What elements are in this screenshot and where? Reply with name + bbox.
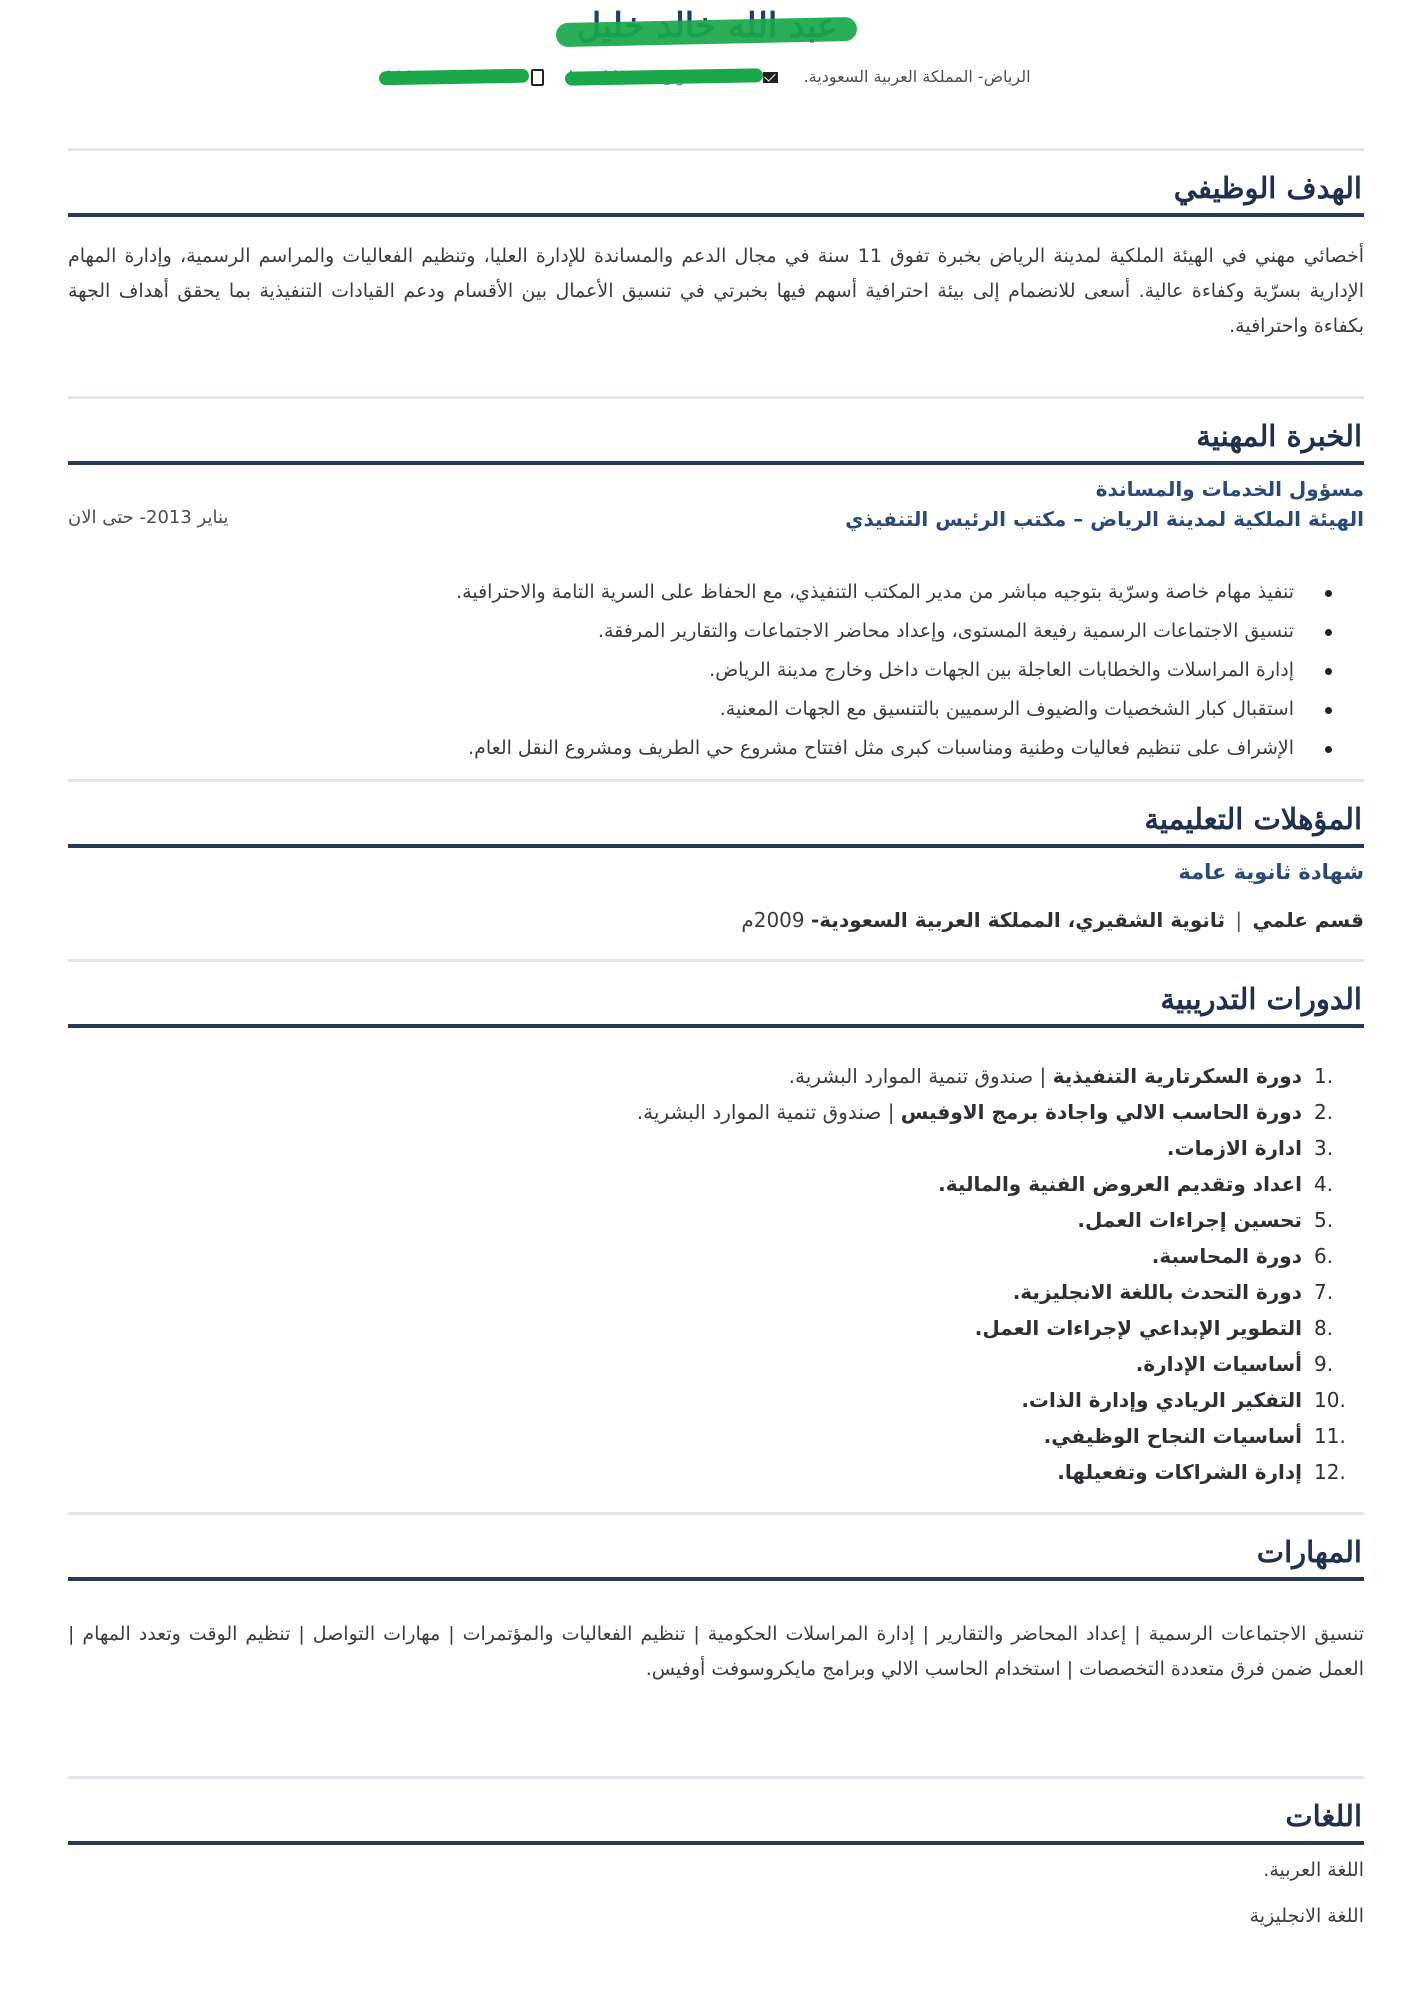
section-underline	[68, 1841, 1364, 1845]
list-item: .2 دورة الحاسب الالي واجادة برمج الاوفيس | صندوق تنمية الموارد البشرية.	[636, 1100, 1334, 1124]
section-underline	[68, 844, 1364, 848]
section-title: الدورات التدريبية	[1160, 982, 1362, 1016]
divider	[68, 148, 1364, 151]
phone-group	[383, 67, 543, 86]
section-education	[68, 779, 1364, 932]
job-dates: يناير 2013- حتى الان	[68, 507, 229, 528]
list-item: .9 أساسيات الإدارة.	[1135, 1352, 1334, 1376]
envelope-icon	[763, 72, 778, 83]
section-title: اللغات	[1285, 1799, 1362, 1833]
job-title: مسؤول الخدمات والمساندة	[1095, 477, 1364, 501]
courses-list	[68, 1058, 1364, 1490]
email-text	[569, 67, 759, 86]
divider	[68, 1512, 1364, 1515]
list-item: .11 أساسيات النجاح الوظيفي.	[1043, 1424, 1346, 1448]
section-title: الهدف الوظيفي	[1173, 171, 1362, 205]
redaction-mark	[379, 69, 529, 86]
list-item: إدارة المراسلات والخطابات العاجلة بين الجهات داخل وخارج مدينة الرياض.	[68, 651, 1294, 690]
list-item: .5 تحسين إجراءات العمل.	[1077, 1208, 1334, 1232]
section-title: المؤهلات التعليمية	[1144, 802, 1362, 836]
section-underline	[68, 213, 1364, 217]
skills-text: تنسيق الاجتماعات الرسمية | إعداد المحاضر والتقارير | إدارة المراسلات الحكومية | تنظيم الفعاليات والمؤتمرات | مهارات التواصل | تنظيم الوقت وتعدد المهام | العمل ضمن فرق متعددة التخصصات | استخدام الحاسب الالي وبرامج مايكروسوفت أوفيس.	[68, 1623, 1364, 1680]
list-item: تنفيذ مهام خاصة وسرّية بتوجيه مباشر من مدير المكتب التنفيذي، مع الحفاظ على السرية التامة والاحترافية.	[68, 573, 1294, 612]
section-underline	[68, 1577, 1364, 1581]
divider	[68, 1776, 1364, 1779]
list-item: .4 اعداد وتقديم العروض الفنية والمالية.	[938, 1172, 1334, 1196]
school-name: ثانوية الشقيري، المملكة العربية السعودية-	[811, 908, 1225, 932]
section-languages	[68, 1776, 1364, 1927]
divider	[68, 959, 1364, 962]
section-underline	[68, 1024, 1364, 1028]
duties-list	[68, 573, 1364, 768]
divider	[68, 396, 1364, 399]
education-track: قسم علمي	[1252, 908, 1364, 932]
job-organization: الهيئة الملكية لمدينة الرياض – مكتب الرئيس التنفيذي	[845, 507, 1364, 531]
degree-title: شهادة ثانوية عامة	[1178, 860, 1364, 884]
section-title: الخبرة المهنية	[1196, 419, 1362, 453]
list-item: .1 دورة السكرتارية التنفيذية | صندوق تنمية الموارد البشرية.	[788, 1064, 1334, 1088]
job-entry	[68, 477, 1364, 535]
section-skills	[68, 1512, 1364, 1687]
candidate-name	[576, 6, 837, 46]
resume-header	[0, 6, 1414, 46]
list-item: .7 دورة التحدث باللغة الانجليزية.	[1012, 1280, 1334, 1304]
list-item: .8 التطوير الإبداعي لإجراءات العمل.	[974, 1316, 1334, 1340]
section-title: المهارات	[1256, 1535, 1362, 1569]
section-experience	[68, 396, 1364, 768]
objective-text: أخصائي مهني في الهيئة الملكية لمدينة الرياض بخبرة تفوق 11 سنة في مجال الدعم والمساندة للإدارة العليا، وتنظيم الفعاليات والمراسم الرسمية، وإدارة المهام الإدارية بسرّية وكفاءة عالية. أسعى للانضمام إلى بيئة احترافية أسهم فيها بخبرتي في تنسيق الأعمال بين الأقسام ودعم القيادات التنفيذية بما يحقق أهداف الجهة بكفاءة واحترافية.	[68, 245, 1364, 337]
section-courses	[68, 959, 1364, 1490]
section-underline	[68, 461, 1364, 465]
contact-line	[0, 66, 1414, 86]
language-item: اللغة العربية.	[1263, 1859, 1364, 1881]
phone-text	[383, 67, 525, 86]
divider	[68, 779, 1364, 782]
list-item: الإشراف على تنظيم فعاليات وطنية ومناسبات كبرى مثل افتتاح مشروع حي الطريف ومشروع النقل العام.	[68, 729, 1294, 768]
list-item: استقبال كبار الشخصيات والضيوف الرسميين بالتنسيق مع الجهات المعنية.	[68, 690, 1294, 729]
list-item: .6 دورة المحاسبة.	[1151, 1244, 1334, 1268]
language-item: اللغة الانجليزية	[1249, 1905, 1364, 1927]
education-details	[68, 908, 1364, 932]
graduation-year: 2009م	[741, 908, 805, 932]
location-text: الرياض- المملكة العربية السعودية.	[803, 67, 1031, 86]
list-item: .12 إدارة الشراكات وتفعيلها.	[1057, 1460, 1346, 1484]
phone-icon	[531, 69, 544, 86]
list-item: .10 التفكير الريادي وإدارة الذات.	[1021, 1388, 1346, 1412]
email-group	[569, 67, 779, 86]
separator: |	[1235, 908, 1243, 932]
list-item: تنسيق الاجتماعات الرسمية رفيعة المستوى، وإعداد محاضر الاجتماعات والتقارير المرفقة.	[68, 612, 1294, 651]
section-objective	[68, 148, 1364, 344]
list-item: .3 ادارة الازمات.	[1166, 1136, 1334, 1160]
